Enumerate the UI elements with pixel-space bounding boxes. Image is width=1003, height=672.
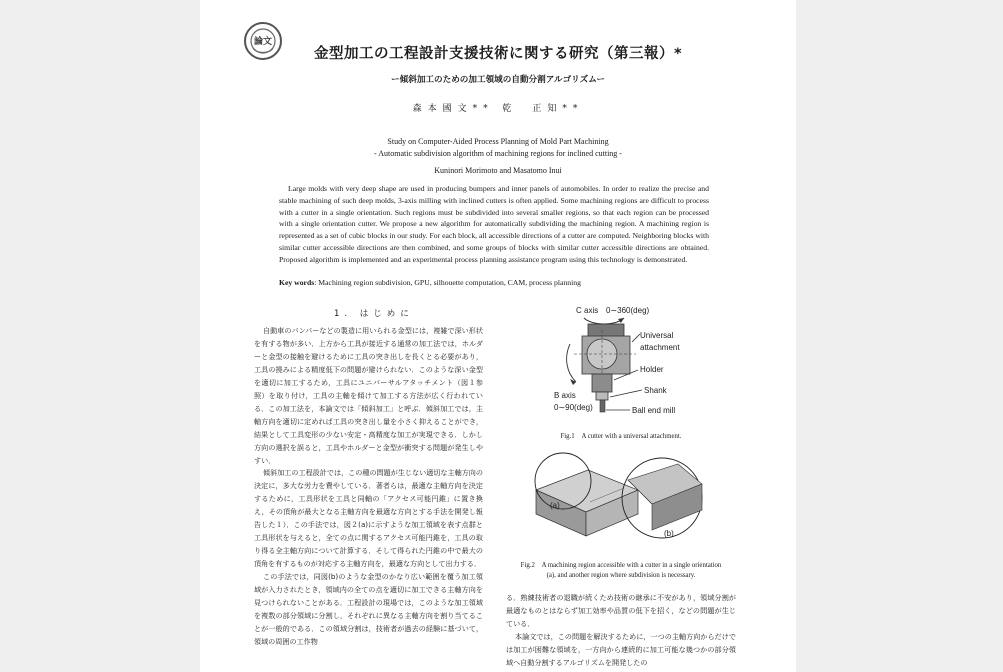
paper-authors: 森本國文** 乾 正知**: [412, 104, 584, 114]
english-title: Study on Computer-Aided Process Planning of Mold Part Machining: [387, 137, 609, 146]
paper-page: [200, 0, 796, 672]
fig2-label-b: (b): [664, 529, 674, 538]
abstract: Large molds with very deep shape are used in producing bumpers and inner panels of automobiles. In order to realize the precise and stable machining of such deep molds, 3-axis milling with inclined cutters is often applied. Some machining regions are difficult to process with a cutter in a single orientation. Such regions must be subdivided into several smaller regions, so that each region can be processed with a single orientation cutter. We propose a new algorithm for automatically subdividing the machining region. A machining region is represented as a set of cubic blocks in our study. For each block, all accessible directions of a cutter are computed. Neighboring blocks with similar cutter accessible directions are then combined, and some groups of blocks with similar cutter accessible directions are obtained. Proposed algorithm is implemented and an experimental process planning assistance program using this technology is demonstrated.: [279, 184, 709, 264]
logo-text: 論文: [253, 37, 272, 47]
fig1-c-axis-label: C axis: [576, 306, 599, 315]
keywords: [279, 278, 709, 287]
right-column: [506, 592, 736, 670]
keywords-text: : Machining region subdivision, GPU, silhouette computation, CAM, process planning: [314, 278, 581, 287]
paragraph: 自動車のバンパーなどの製造に用いられる金型には，複雑で深い形状を有する物が多い．上方から工具が接近する通常の加工法では，ホルダーと金型の接触を避けるために工具の突き出しを長くとる必要があり，工具の撓みによる精度低下の問題が避けられない．このような深い金型を適切に加工するため，工具にユニバーサルアタッチメント（図１参照）を取り付け，工具の主軸を傾けて加工する方法が広く行われている．この加工法を，本論文では「傾斜加工」と呼ぶ．傾斜加工では，主軸方向を適切に定めれば工具の突き出し量を小さく抑えることができ，結果として工具変形の少ない安定・高精度な加工が実現できる．しかし方向の選択を誤ると，工具やホルダーと金型が衝突する問題が発生しやすい．: [254, 326, 483, 465]
figure-1-cutter-diagram: [544, 302, 714, 420]
figure-2-caption-line-1: Fig.2 A machining region accessible with a cutter in a single orientation: [520, 562, 722, 569]
section-heading: 1. はじめに: [334, 309, 414, 319]
paragraph: る．熟練技術者の退職が続くため技術の継承に不安があり，領域分割が最適なものとはならず加工効率や品質の低下を招く，などの問題が生じている．: [506, 593, 736, 628]
fig2-label-a: (a): [550, 501, 560, 510]
english-subtitle: - Automatic subdivision algorithm of machining regions for inclined cutting -: [374, 149, 622, 158]
left-column: [254, 325, 483, 649]
fig1-c-range-label: 0∼360(deg): [606, 306, 650, 315]
figure-2-caption-line-2: (a), and another region where subdivision is necessary.: [546, 572, 696, 579]
fig1-universal-label: Universal: [640, 331, 674, 340]
fig1-shank-label: Shank: [644, 386, 667, 395]
figure-2-machining-regions: [528, 450, 704, 546]
fig1-b-range-label: 0∼90(deg): [554, 403, 593, 412]
fig1-attachment-label: attachment: [640, 343, 680, 352]
fig1-ball-end-mill-label: Ball end mill: [632, 406, 676, 415]
keywords-label: Key words: [279, 278, 315, 287]
paragraph: 本論文では，この問題を解決するために，一つの主軸方向からだけでは加工が困難な領域を，一方向から連続的に加工可能な幾つかの部分領域へ自動分割するアルゴリズムを開発したの: [506, 631, 736, 667]
english-authors: Kuninori Morimoto and Masatomo Inui: [434, 166, 562, 175]
fig1-holder-label: Holder: [640, 365, 664, 374]
figure-1-caption: Fig.1 A cutter with a universal attachment.: [560, 433, 682, 440]
paper-title: 金型加工の工程設計支援技術に関する研究（第三報）*: [313, 46, 683, 62]
paper-subtitle: ー傾斜加工のための加工領域の自動分割アルゴリズムー: [391, 75, 605, 85]
paragraph: 傾斜加工の工程設計では，この種の問題が生じない適切な主軸方向の決定に，多大な労力を費やしている．著者らは，最適な主軸方向を決定するために，工具形状を工具と同軸の「アクセス可能円錐」に置き換え，その頂角が最大となる主軸方向を最適な方向とする手法を開発し報告した１）．この手法では，図２(a)に示すような加工領域を表す点群と工具形状を与えると，全ての点に関するアクセス可能円錐を，工具の取り得る全主軸方向について計算する．そして得られた円錐の中で最大の頂角を有するものが対応する主軸方向を，最適な方向として出力する．: [254, 468, 483, 569]
paragraph: この手法では，同図(b)のような金型のかなり広い範囲を覆う加工領域が入力されたとき，領域内の全ての点を適切に加工できる主軸方向を見つけられないことがある．工程設計の現場では，このような加工領域を複数の部分領域に分割し，それぞれに異なる主軸方向を割り当てることが一般的である．この領域分割は，技術者が過去の経験に基づいて，領域の周囲の工作物: [254, 572, 483, 646]
fig1-b-axis-label: B axis: [554, 391, 576, 400]
